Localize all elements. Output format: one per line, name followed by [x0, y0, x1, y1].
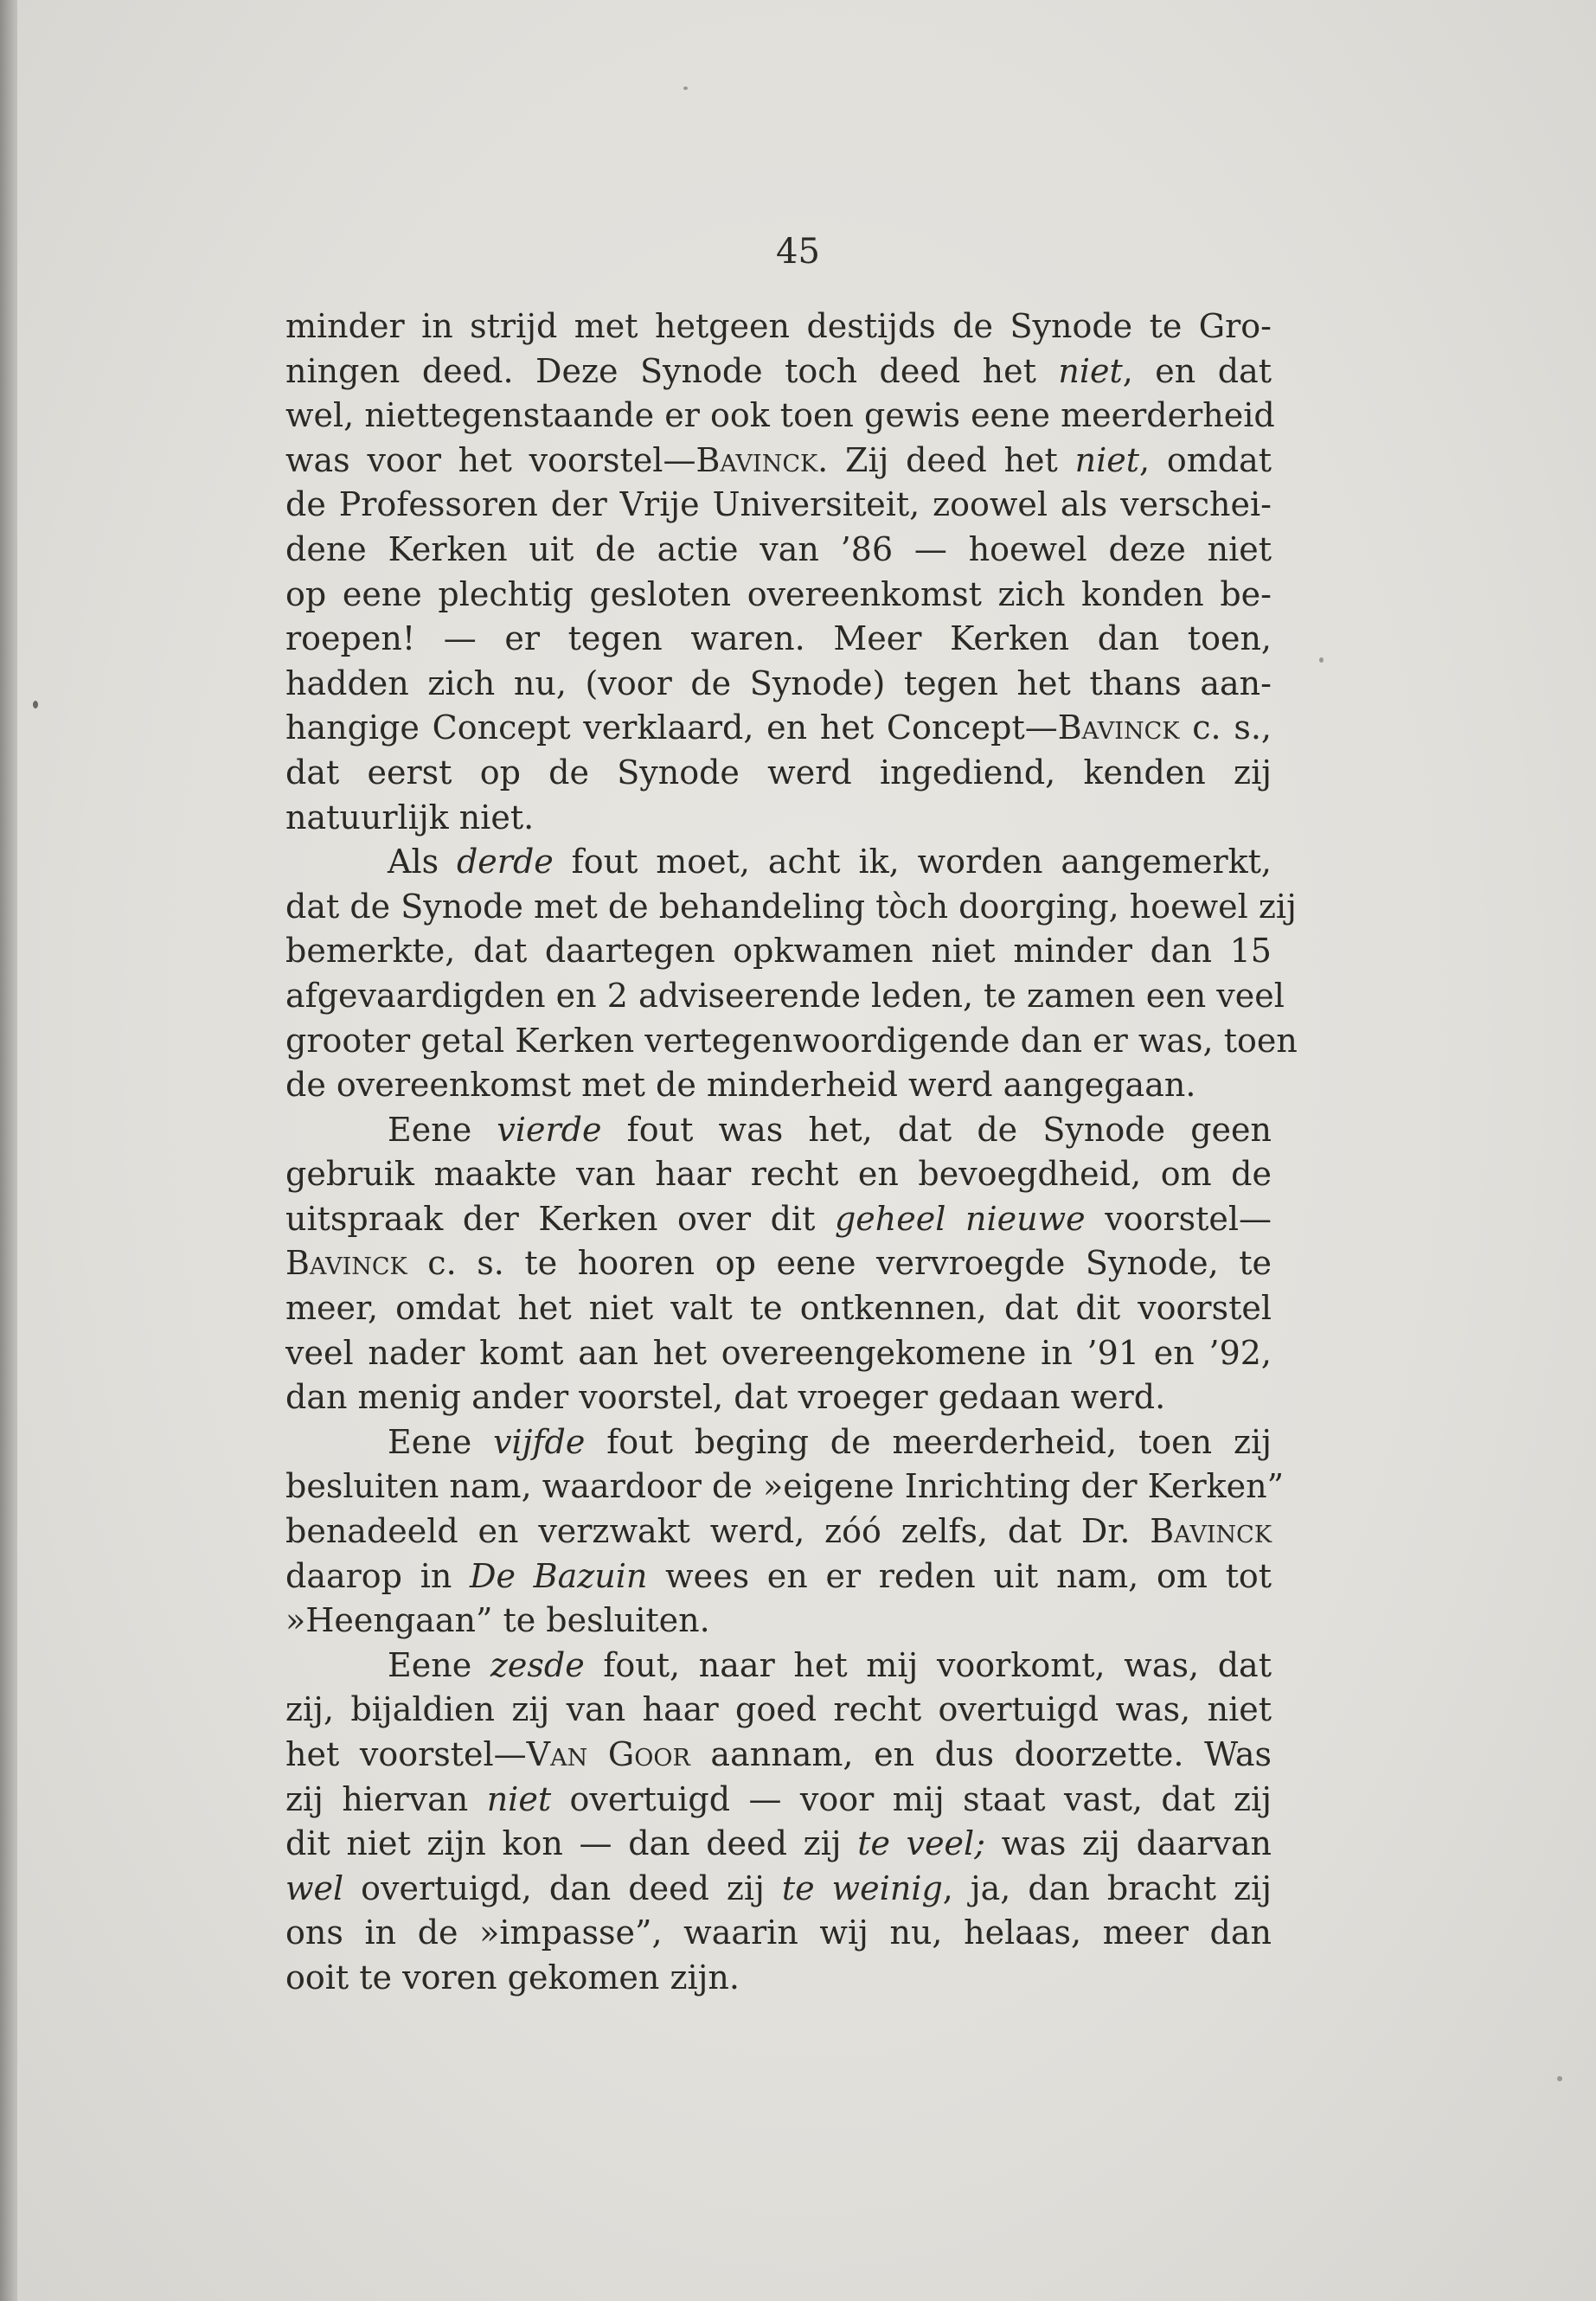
text-line: dat de Synode met de behandeling tòch doorging, hoewel zij: [285, 887, 1297, 926]
text-line: minder in strijd met hetgeen destijds de Synode te Gro-: [285, 307, 1272, 345]
paragraph-start: Eene vijfde fout beging de meerderheid, toen zij: [388, 1422, 1272, 1461]
dust-speck: [1319, 657, 1324, 663]
dust-speck: [33, 701, 38, 708]
text-line: »Heengaan” te besluiten.: [285, 1601, 710, 1640]
text-line: was voor het voorstel—Bavinck. Zij deed het niet, omdat: [285, 440, 1272, 479]
text-line: uitspraak der Kerken over dit geheel nieuwe voorstel—: [285, 1199, 1272, 1238]
text-line: Bavinck c. s. te hooren op eene vervroegde Synode, te: [285, 1244, 1272, 1283]
text-line: zij, bijaldien zij van haar goed recht overtuigd was, niet: [285, 1690, 1272, 1729]
text-line: het voorstel—Van Goor aannam, en dus doorzette. Was: [285, 1735, 1272, 1773]
dust-speck: [1557, 2076, 1562, 2081]
text-line: veel nader komt aan het overeengekomene in ’91 en ’92,: [285, 1333, 1272, 1372]
text-line: ningen deed. Deze Synode toch deed het niet, en dat: [285, 351, 1272, 390]
text-line: afgevaardigden en 2 adviseerende leden, te zamen een veel: [285, 976, 1285, 1015]
text-line: roepen! — er tegen waren. Meer Kerken dan toen,: [285, 619, 1272, 658]
text-line: besluiten nam, waardoor de »eigene Inrichting der Kerken”: [285, 1467, 1285, 1506]
text-line: op eene plechtig gesloten overeenkomst zich konden be-: [285, 574, 1272, 613]
text-line: ooit te voren gekomen zijn.: [285, 1958, 740, 1997]
text-line: zij hiervan niet overtuigd — voor mij staat vast, dat zij: [285, 1779, 1272, 1818]
paragraph-start: Eene zesde fout, naar het mij voorkomt, was, dat: [388, 1645, 1272, 1684]
dust-speck: [683, 87, 688, 90]
text-line: gebruik maakte van haar recht en bevoegdheid, om de: [285, 1155, 1272, 1194]
text-line: hadden zich nu, (voor de Synode) tegen het thans aan-: [285, 663, 1272, 702]
text-line: dat eerst op de Synode werd ingediend, kenden zij: [285, 753, 1272, 792]
text-line: meer, omdat het niet valt te ontkennen, dat dit voorstel: [285, 1289, 1272, 1328]
text-line: ons in de »impasse”, waarin wij nu, helaas, meer dan: [285, 1913, 1272, 1952]
text-line: hangige Concept verklaard, en het Concept—Bavinck c. s.,: [285, 708, 1272, 747]
text-line: bemerkte, dat daartegen opkwamen niet minder dan 15: [285, 932, 1272, 971]
text-line: benadeeld en verzwakt werd, zóó zelfs, dat Dr. Bavinck: [285, 1512, 1272, 1551]
text-line: de overeenkomst met de minderheid werd aangegaan.: [285, 1066, 1196, 1105]
text-line: wel overtuigd, dan deed zij te weinig, ja, dan bracht zij: [285, 1868, 1272, 1907]
text-line: dene Kerken uit de actie van ’86 — hoewel deze niet: [285, 529, 1272, 568]
text-line: de Professoren der Vrije Universiteit, zoowel als verschei-: [285, 485, 1272, 524]
text-line: dit niet zijn kon — dan deed zij te veel; was zij daarvan: [285, 1824, 1272, 1863]
text-line: grooter getal Kerken vertegenwoordigende dan er was, toen: [285, 1021, 1298, 1060]
text-line: dan menig ander voorstel, dat vroeger gedaan werd.: [285, 1378, 1166, 1417]
page-number: 45: [776, 232, 820, 272]
body-text: [285, 304, 1298, 2001]
text-line: natuurlijk niet.: [285, 798, 535, 836]
text-line: daarop in De Bazuin wees en er reden uit nam, om tot: [285, 1556, 1272, 1595]
text-line: wel, niettegenstaande er ook toen gewis eene meerderheid: [285, 396, 1275, 435]
paragraph-start: Eene vierde fout was het, dat de Synode geen: [388, 1110, 1272, 1149]
paragraph-start: Als derde fout moet, acht ik, worden aangemerkt,: [388, 843, 1272, 881]
